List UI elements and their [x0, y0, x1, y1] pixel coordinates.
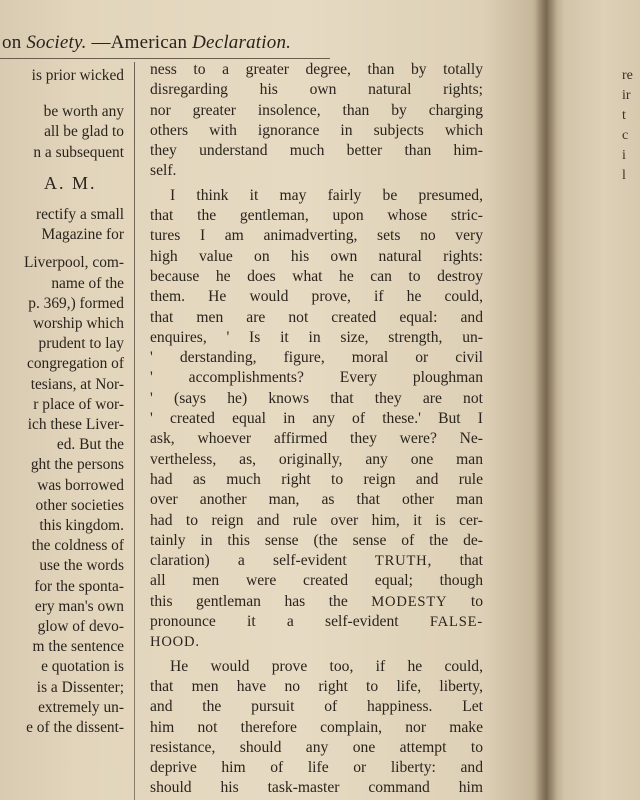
- text-line: [150, 551, 483, 571]
- column-rule: [134, 62, 135, 800]
- left-line: e quotation is: [41, 658, 124, 676]
- text-line: [150, 612, 483, 632]
- text-line: had to reign and rule over him, it is cer-: [150, 511, 483, 529]
- text-line: disregarding his own natural rights;: [150, 81, 483, 99]
- left-column: [0, 66, 124, 738]
- text-line: ' created equal in any of these.' But I: [150, 410, 483, 428]
- text-line: all men were created equal; though: [150, 572, 483, 590]
- left-line: n a subsequent: [33, 143, 124, 161]
- small-caps-false: FALSE-: [429, 614, 483, 631]
- main-column: [150, 60, 483, 799]
- left-line: m the sentence: [32, 638, 124, 656]
- running-header: [2, 32, 291, 54]
- header-prefix: on: [2, 32, 22, 53]
- right-fragment: ir: [622, 88, 631, 103]
- text-line: tainly in this sense (the sense of the de-: [150, 531, 483, 549]
- left-line: ich these Liver-: [27, 416, 124, 434]
- left-line: prudent to lay: [38, 335, 124, 353]
- left-line: Liverpool, com-: [23, 254, 124, 272]
- text-line: self.: [150, 162, 177, 180]
- text-line: ask, whoever affirmed they were? Ne-: [150, 430, 483, 448]
- text-line: tures I am animadverting, sets no very: [150, 227, 483, 245]
- text-segment: pronounce it a self-evident: [150, 613, 430, 631]
- signature: A. M.: [44, 172, 97, 193]
- left-line: be worth any: [43, 103, 124, 121]
- text-line: that the gentleman, upon whose stric-: [150, 207, 483, 225]
- right-page-fragments: [622, 66, 633, 186]
- left-line: Magazine for: [41, 226, 124, 244]
- left-line: the coldness of: [31, 537, 124, 555]
- left-line: glow of devo-: [37, 618, 124, 636]
- small-caps-hood: HOOD.: [150, 634, 200, 651]
- text-line: should his task-master command him: [150, 779, 483, 797]
- header-declaration: Declaration.: [192, 32, 292, 53]
- text-line: because he does what he can to destroy: [150, 267, 483, 285]
- left-line: ed. But the: [56, 436, 124, 454]
- text-segment: to: [447, 592, 483, 610]
- left-line: r place of wor-: [33, 395, 124, 413]
- text-line: I think it may fairly be presumed,: [170, 186, 483, 204]
- text-line: that men have no right to life, liberty,: [150, 677, 483, 695]
- left-line: was borrowed: [37, 476, 124, 494]
- left-line: use the words: [39, 557, 124, 575]
- left-line: extremely un-: [38, 698, 124, 716]
- right-fragment: l: [622, 168, 626, 183]
- text-line: deprive him of life or liberty: and: [150, 759, 483, 777]
- text-line: ' (says he) knows that they are not: [150, 389, 483, 407]
- left-line: ery man's own: [34, 597, 124, 615]
- text-line: they understand much better than him-: [150, 142, 483, 160]
- text-line: resistance, should any one attempt to: [150, 738, 483, 756]
- left-line: is prior wicked: [31, 67, 124, 84]
- header-rule: [0, 58, 330, 59]
- text-line: vertheless, as, originally, any one man: [150, 450, 483, 468]
- left-line: all be glad to: [44, 123, 124, 141]
- right-fragment: t: [622, 108, 626, 123]
- text-line: [150, 592, 483, 612]
- text-line: nor greater insolence, than by charging: [150, 101, 483, 119]
- left-line: this kingdom.: [39, 517, 124, 535]
- text-line: ness to a greater degree, than by totally: [150, 61, 483, 78]
- text-segment: this gentleman has the: [150, 592, 372, 610]
- text-segment: claration) a self-evident: [150, 552, 347, 570]
- header-dash: —American: [86, 32, 193, 53]
- right-fragment: c: [622, 128, 629, 143]
- left-line: congregation of: [26, 355, 124, 373]
- header-society: Society.: [26, 32, 87, 53]
- text-line: him not therefore complain, nor make: [150, 718, 483, 736]
- left-line: p. 369,) formed: [28, 294, 124, 312]
- small-caps-modesty: MODESTY: [371, 593, 448, 610]
- text-line: enquires, ' Is it in size, strength, un-: [150, 328, 483, 346]
- text-line: ' accomplishments? Every ploughman: [150, 369, 483, 387]
- left-line: rectify a small: [35, 206, 124, 224]
- text-line: had as much right to reign and rule: [150, 470, 483, 488]
- book-gutter: [535, 0, 557, 800]
- left-line: for the sponta-: [34, 577, 124, 595]
- left-line: worship which: [32, 315, 124, 333]
- text-line: them. He would prove, if he could,: [150, 288, 483, 306]
- text-line: [150, 632, 483, 652]
- left-line: name of the: [51, 274, 124, 292]
- text-line: ' derstanding, figure, moral or civil: [150, 349, 483, 367]
- right-fragment: re: [622, 68, 633, 83]
- text-segment: , that: [427, 552, 483, 570]
- text-line: others with ignorance in subjects which: [150, 121, 483, 139]
- text-line: over another man, as that other man: [150, 491, 483, 509]
- left-line: is a Dissenter;: [36, 678, 124, 696]
- right-fragment: i: [622, 148, 626, 163]
- left-line: other societies: [35, 496, 124, 514]
- text-line: He would prove too, if he could,: [170, 657, 483, 675]
- left-line: ght the persons: [30, 456, 124, 474]
- text-line: that men are not created equal: and: [150, 308, 483, 326]
- text-line: and the pursuit of happiness. Let: [150, 698, 483, 716]
- left-line: e of the dissent-: [26, 719, 124, 737]
- text-line: high value on his own natural rights:: [150, 247, 483, 265]
- small-caps-truth: TRUTH: [374, 553, 428, 570]
- left-line: tesians, at Nor-: [30, 375, 124, 393]
